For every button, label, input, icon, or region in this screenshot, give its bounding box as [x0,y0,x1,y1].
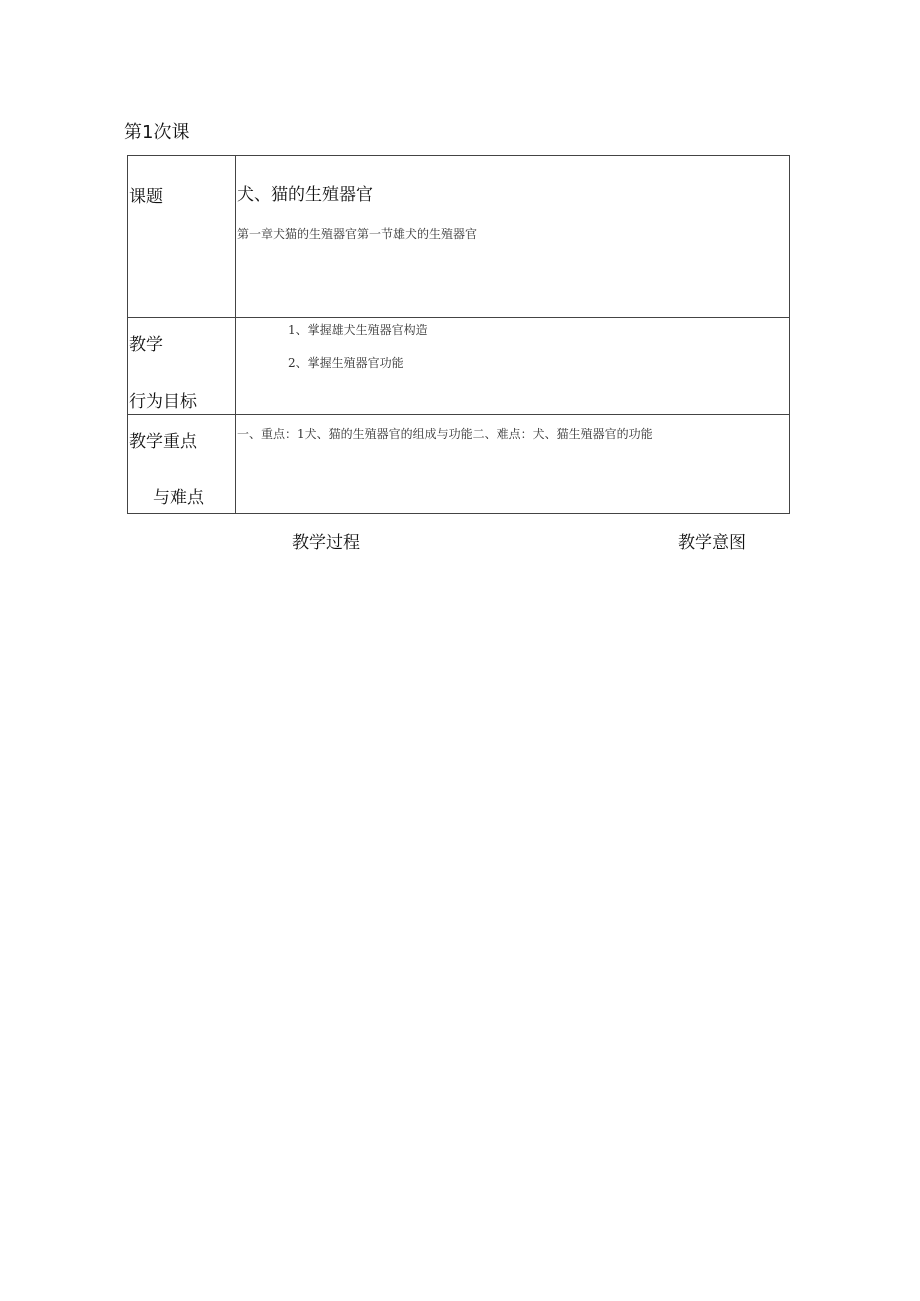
key-points-row [128,415,790,514]
topic-label-cell [128,156,236,318]
goals-label-cell [128,318,236,415]
goals-label-line2: 行为目标 [129,392,197,412]
topic-label: 课题 [129,187,163,207]
key-points-text: 一、重点：1犬、猫的生殖器官的组成与功能二、难点：犬、猫生殖器官的功能 [237,427,653,441]
lesson-plan-table [127,155,790,514]
topic-title: 犬、猫的生殖器官 [237,185,373,205]
key-points-content-cell [236,415,790,514]
topic-row [128,156,790,318]
goals-label-line1: 教学 [129,335,163,355]
topic-subtitle: 第一章犬猫的生殖器官第一节雄犬的生殖器官 [237,227,478,241]
goal-item: 1、掌握雄犬生殖器官构造 [288,323,428,337]
teaching-process-heading: 教学过程 [292,533,360,553]
key-points-label-line2: 与难点 [153,488,204,508]
goals-row [128,318,790,415]
key-points-label-line1: 教学重点 [129,432,197,452]
lesson-number: 第1次课 [124,122,190,143]
goals-content-cell [236,318,790,415]
goal-item: 2、掌握生殖器官功能 [288,356,404,370]
key-points-label-cell [128,415,236,514]
teaching-intent-heading: 教学意图 [678,533,746,553]
topic-content-cell [236,156,790,318]
